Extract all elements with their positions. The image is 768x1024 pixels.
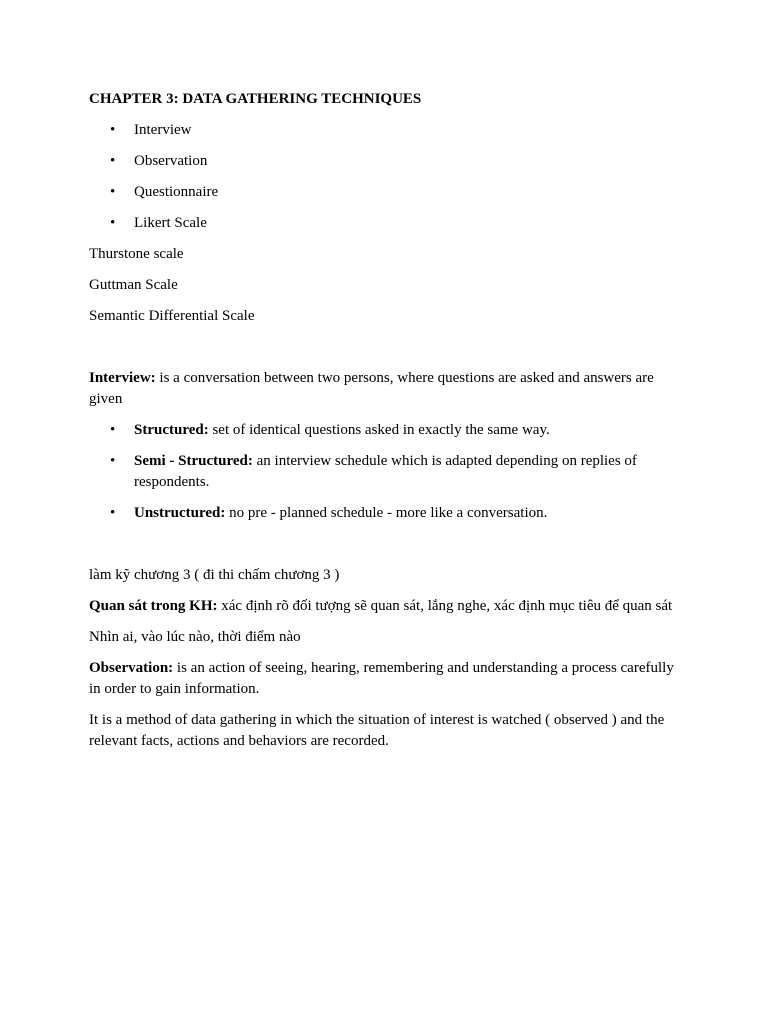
bullet-icon: • bbox=[110, 184, 116, 200]
scale-line: Guttman Scale bbox=[89, 277, 178, 293]
technique-label: Likert Scale bbox=[134, 215, 207, 231]
document-page bbox=[89, 89, 689, 762]
list-item bbox=[89, 213, 689, 234]
observation-definition-text: is an action of seeing, hearing, remembering and understanding a process carefully in order to gain information. bbox=[89, 660, 674, 697]
list-item bbox=[89, 451, 689, 493]
type-term: Structured: bbox=[134, 422, 209, 438]
technique-label: Interview bbox=[134, 122, 192, 138]
bullet-icon: • bbox=[110, 122, 116, 138]
scale-line: Thurstone scale bbox=[89, 246, 184, 262]
technique-label: Observation bbox=[134, 153, 208, 169]
type-text: set of identical questions asked in exactly the same way. bbox=[208, 422, 550, 438]
list-item bbox=[89, 420, 689, 441]
interview-term: Interview: bbox=[89, 370, 156, 386]
bullet-icon: • bbox=[110, 505, 116, 521]
quan-sat-text: xác định rõ đối tượng sẽ quan sát, lắng nghe, xác định mục tiêu để quan sát bbox=[217, 598, 673, 614]
list-item bbox=[89, 120, 689, 141]
quan-sat-term: Quan sát trong KH: bbox=[89, 598, 218, 614]
note-line: Nhìn ai, vào lúc nào, thời điểm nào bbox=[89, 629, 301, 645]
bullet-icon: • bbox=[110, 422, 116, 438]
interview-definition-text: is a conversation between two persons, where questions are asked and answers are given bbox=[89, 370, 654, 407]
interview-definition bbox=[89, 368, 689, 410]
bullet-icon: • bbox=[110, 453, 116, 469]
quan-sat-line bbox=[89, 596, 689, 617]
observation-method: It is a method of data gathering in which the situation of interest is watched ( observed ) and the relevant facts, actions and behaviors are recorded. bbox=[89, 712, 665, 749]
techniques-list bbox=[89, 120, 689, 234]
interview-types-list bbox=[89, 420, 689, 524]
type-term: Unstructured: bbox=[134, 505, 226, 521]
observation-definition bbox=[89, 658, 689, 700]
bullet-icon: • bbox=[110, 153, 116, 169]
type-term: Semi - Structured: bbox=[134, 453, 253, 469]
type-text: no pre - planned schedule - more like a conversation. bbox=[225, 505, 548, 521]
scale-line: Semantic Differential Scale bbox=[89, 308, 255, 324]
paragraph-gap bbox=[89, 337, 689, 368]
list-item bbox=[89, 182, 689, 203]
technique-label: Questionnaire bbox=[134, 184, 219, 200]
type-text: an interview schedule which is adapted depending on replies of respondents. bbox=[134, 453, 637, 490]
list-item bbox=[89, 151, 689, 172]
bullet-icon: • bbox=[110, 215, 116, 231]
observation-term: Observation: bbox=[89, 660, 174, 676]
chapter-title: CHAPTER 3: DATA GATHERING TECHNIQUES bbox=[89, 91, 422, 107]
list-item bbox=[89, 503, 689, 524]
note-line: làm kỹ chương 3 ( đi thi chấm chương 3 ) bbox=[89, 567, 340, 583]
paragraph-gap bbox=[89, 534, 689, 565]
